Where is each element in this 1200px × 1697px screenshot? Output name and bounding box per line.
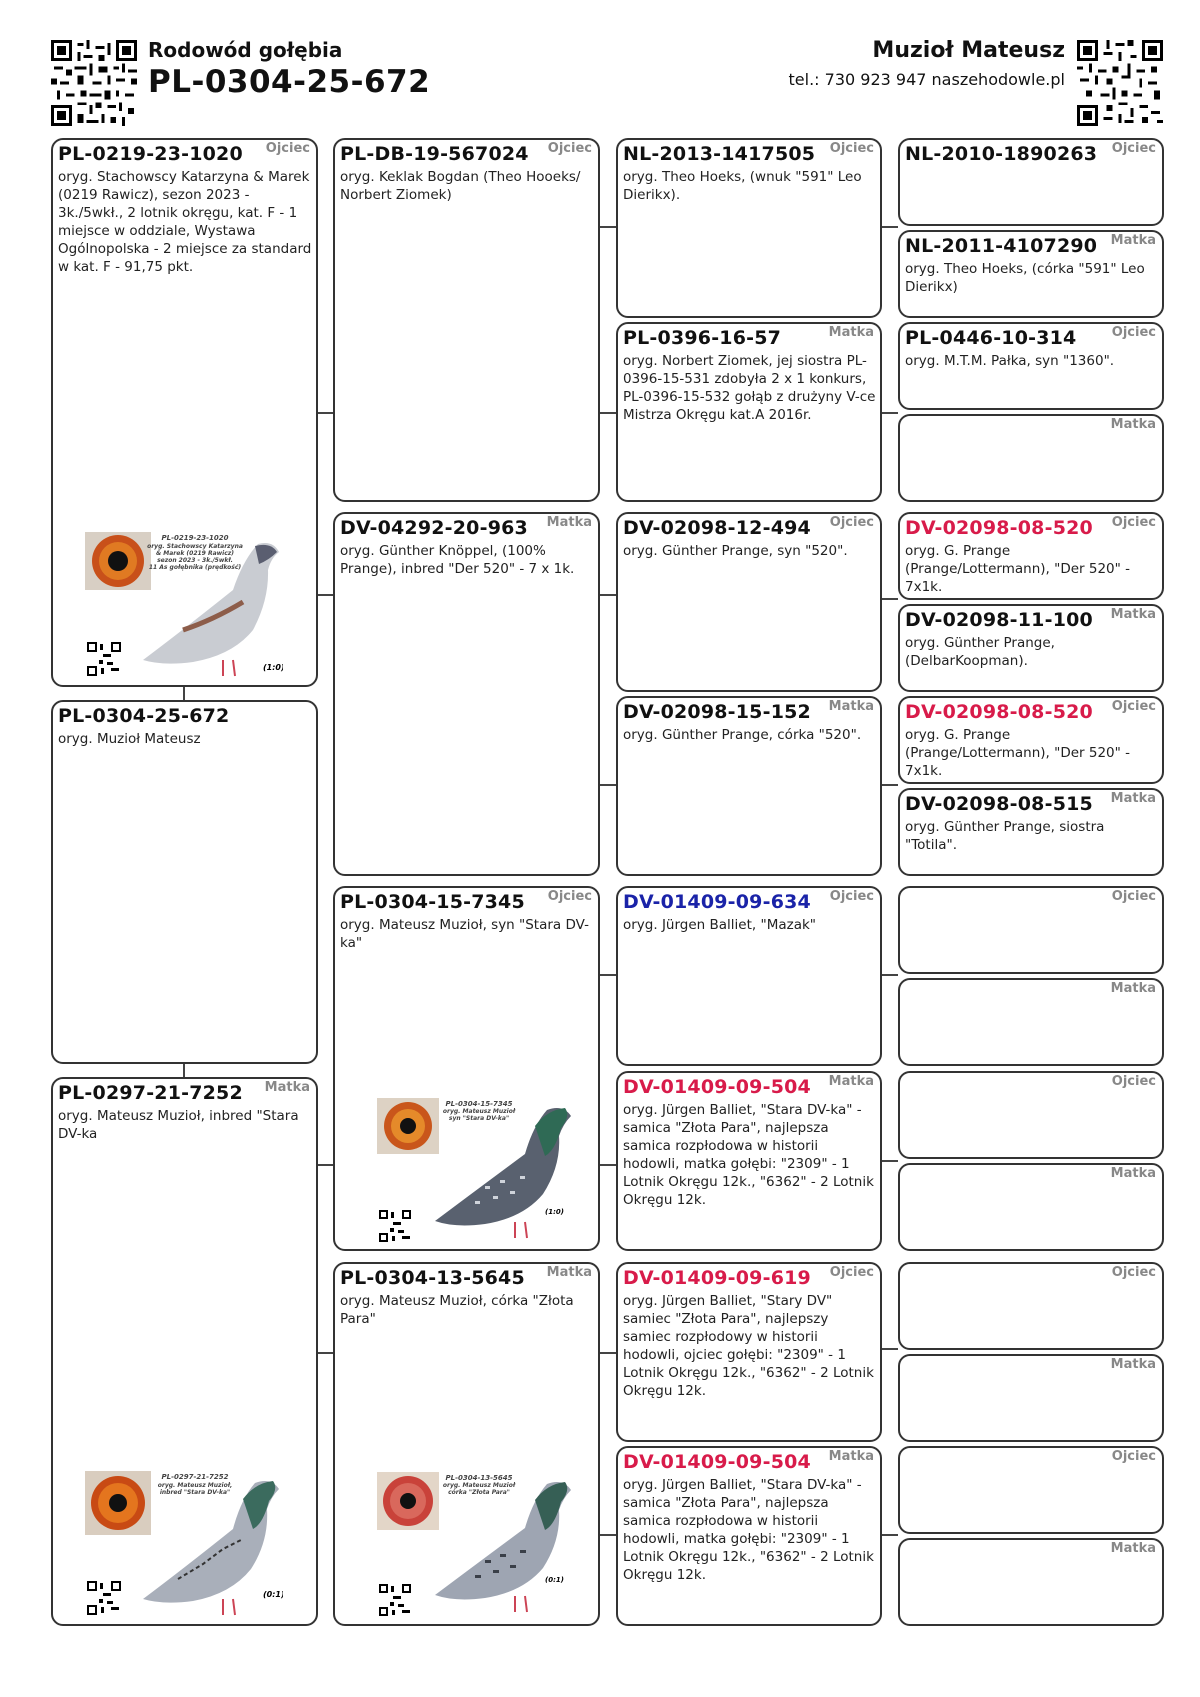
connector-line (880, 1348, 898, 1350)
photo-caption-line: oryg. Mateusz Muzioł, (157, 1482, 233, 1489)
connector-line (598, 974, 616, 976)
pedigree-description: oryg. Mateusz Muzioł, syn "Stara DV-ka" (340, 917, 589, 951)
ring-number: DV-02098-11-100 (905, 609, 1093, 631)
pedigree-description: oryg. Jürgen Balliet, "Mazak" (623, 917, 817, 933)
ring-number: DV-04292-20-963 (340, 517, 528, 539)
pigeon-card-mffm[interactable] (898, 978, 1164, 1066)
pigeon-card-mmfm[interactable] (898, 1354, 1164, 1442)
sex-label: Ojciec (265, 141, 310, 156)
ring-number: DV-01409-09-634 (623, 891, 811, 913)
connector-line (880, 784, 898, 786)
sex-label: Matka (1110, 981, 1156, 996)
pigeon-card-father[interactable] (51, 138, 318, 687)
pigeon-card-mmmm[interactable] (898, 1538, 1164, 1626)
connector-line (598, 1164, 616, 1166)
photo-caption: PL-0304-15-7345 (445, 1100, 513, 1108)
pedigree-description: oryg. G. Prange (Prange/Lottermann), "Der 520" - 7x1k. (905, 543, 1130, 595)
sex-label: Matka (1110, 791, 1156, 806)
ring-number: DV-01409-09-504 (623, 1076, 811, 1098)
photo-caption-line: inbred "Stara DV-ka" (159, 1489, 231, 1496)
pigeon-photo (375, 1470, 575, 1620)
pedigree-description: oryg. G. Prange (Prange/Lottermann), "Der 520" - 7x1k. (905, 727, 1130, 779)
pigeon-card-fff[interactable] (616, 138, 882, 318)
pigeon-card-mfmf[interactable] (898, 1071, 1164, 1159)
ring-number: DV-02098-08-515 (905, 793, 1093, 815)
sex-label: Ojciec (547, 889, 592, 904)
pigeon-card-mmff[interactable] (898, 1262, 1164, 1350)
sex-label: Ojciec (1111, 141, 1156, 156)
sex-label: Matka (546, 515, 592, 530)
pedigree-description: oryg. Günther Prange, siostra "Totila". (905, 819, 1105, 853)
sex-label: Matka (1110, 1541, 1156, 1556)
connector-line (598, 784, 616, 786)
pedigree-description: oryg. Günther Prange, (DelbarKoopman). (905, 635, 1055, 669)
pigeon-card-ffmm[interactable] (898, 414, 1164, 502)
connector-line (880, 412, 898, 414)
pedigree-description: oryg. Günther Prange, córka "520". (623, 727, 862, 743)
sex-label: Ojciec (1111, 325, 1156, 340)
pedigree-description: oryg. Jürgen Balliet, "Stara DV-ka" - samica "Złota Para", najlepsza samica rozpłodowa w historii hodowli, matka gołębi: "2309" - 1 Lotnik Okręgu 12k., "6362" - 2 Lotnik Okręgu 12k. (623, 1477, 874, 1583)
sex-label: Matka (1110, 417, 1156, 432)
connector-line (183, 686, 185, 700)
ring-number: DV-02098-15-152 (623, 701, 811, 723)
ring-number: DV-01409-09-619 (623, 1267, 811, 1289)
ring-number: PL-0304-15-7345 (340, 891, 525, 913)
pedigree-description: oryg. Theo Hoeks, (wnuk "591" Leo Dierikx). (623, 169, 862, 203)
ring-number: DV-02098-08-520 (905, 517, 1093, 539)
sex-label: Matka (264, 1080, 310, 1095)
sex-label: Matka (828, 699, 874, 714)
pigeon-card-mmf[interactable] (616, 1262, 882, 1442)
pigeon-card-mfm[interactable] (616, 1071, 882, 1251)
qr-code-right (1077, 40, 1163, 126)
pigeon-card-ff[interactable] (333, 138, 600, 502)
connector-line (316, 412, 334, 414)
ring-number: NL-2013-1417505 (623, 143, 816, 165)
pedigree-description: oryg. Mateusz Muzioł, córka "Złota Para" (340, 1293, 574, 1327)
sex-label: Matka (828, 325, 874, 340)
pedigree-description: oryg. Günther Knöppel, (100% Prange), inbred "Der 520" - 7 x 1k. (340, 543, 575, 577)
pedigree-description: oryg. Norbert Ziomek, jej siostra PL-0396-15-531 zdobyła 2 x 1 konkurs, PL-0396-15-532 gołąb z drużyny V-ce Mistrza Okręgu kat.A 2016r. (623, 353, 876, 423)
connector-line (880, 974, 898, 976)
sex-label: Ojciec (1111, 1074, 1156, 1089)
sex-label: Matka (546, 1265, 592, 1280)
ring-number: PL-0297-21-7252 (58, 1082, 243, 1104)
connector-line (316, 594, 334, 596)
pigeon-card-main[interactable] (51, 700, 318, 1064)
sex-label: Ojciec (829, 141, 874, 156)
sex-label: Ojciec (1111, 1265, 1156, 1280)
document-title: Rodowód gołębia (148, 38, 343, 62)
pigeon-card-mm[interactable] (333, 1262, 600, 1626)
connector-line (598, 412, 616, 414)
photo-caption: PL-0219-23-1020 (161, 534, 229, 542)
pigeon-card-fmff[interactable] (898, 512, 1164, 600)
photo-caption-line: & Marek (0219 Rawicz) (155, 550, 235, 557)
connector-line (880, 598, 898, 600)
pedigree-description: oryg. Stachowscy Katarzyna & Marek (0219 Rawicz), sezon 2023 - 3k./5wkł., 2 lotnik okręgu, kat. F - 1 miejsce w oddziale, Wystawa Ogólnopolska - 2 miejsce za standard w kat. F - 91,75 pkt. (58, 169, 312, 275)
ring-number: PL-0304-13-5645 (340, 1267, 525, 1289)
connector-line (880, 226, 898, 228)
pigeon-card-mff[interactable] (616, 886, 882, 1066)
ring-number: NL-2011-4107290 (905, 235, 1098, 257)
pedigree-description: oryg. Muzioł Mateusz (58, 731, 201, 747)
photo-caption-line: oryg. Mateusz Muzioł (442, 1108, 516, 1115)
connector-line (598, 1352, 616, 1354)
pigeon-photo (83, 1469, 283, 1619)
connector-line (880, 1534, 898, 1536)
pigeon-card-fmmm[interactable] (898, 788, 1164, 876)
pedigree-description: oryg. Günther Prange, syn "520". (623, 543, 848, 559)
pigeon-card-ffff[interactable] (898, 138, 1164, 226)
pedigree-description: oryg. Theo Hoeks, (córka "591" Leo Dierikx) (905, 261, 1145, 295)
ring-number: PL-0396-16-57 (623, 327, 782, 349)
pigeon-card-mfff[interactable] (898, 886, 1164, 974)
photo-caption-line: syn "Stara DV-ka" (448, 1115, 510, 1122)
connector-line (316, 1352, 334, 1354)
sex-label: Ojciec (1111, 889, 1156, 904)
pigeon-card-fmm[interactable] (616, 696, 882, 876)
sex-label: Matka (828, 1449, 874, 1464)
sex-label: Ojciec (547, 141, 592, 156)
connector-line (316, 1164, 334, 1166)
pigeon-photo (375, 1096, 575, 1246)
pigeon-card-fmf[interactable] (616, 512, 882, 692)
main-ring-number: PL-0304-25-672 (148, 64, 431, 100)
photo-caption-line: oryg. Stachowscy Katarzyna (147, 543, 243, 550)
photo-caption-line: sezon 2023 - 3k./5wkł. (157, 557, 233, 564)
pigeon-card-fm[interactable] (333, 512, 600, 876)
photo-score: (0:1) (545, 1576, 564, 1584)
pigeon-card-mfmm[interactable] (898, 1163, 1164, 1251)
pedigree-description: oryg. Keklak Bogdan (Theo Hooeks/ Norbert Ziomek) (340, 169, 581, 203)
sex-label: Ojciec (1111, 1449, 1156, 1464)
ring-number: NL-2010-1890263 (905, 143, 1098, 165)
photo-caption: PL-0304-13-5645 (445, 1474, 513, 1482)
qr-code-left (51, 40, 137, 126)
pedigree-description: oryg. M.T.M. Pałka, syn "1360". (905, 353, 1115, 369)
connector-line (598, 226, 616, 228)
pedigree-description: oryg. Mateusz Muzioł, inbred "Stara DV-ka (58, 1108, 299, 1142)
ring-number: PL-0219-23-1020 (58, 143, 243, 165)
pigeon-card-mother[interactable] (51, 1077, 318, 1626)
ring-number: DV-02098-12-494 (623, 517, 811, 539)
sex-label: Ojciec (1111, 515, 1156, 530)
sex-label: Ojciec (829, 515, 874, 530)
ring-number: PL-DB-19-567024 (340, 143, 529, 165)
ring-number: DV-02098-08-520 (905, 701, 1093, 723)
pigeon-card-fmfm[interactable] (898, 604, 1164, 692)
connector-line (183, 1063, 185, 1077)
ring-number: DV-01409-09-504 (623, 1451, 811, 1473)
sex-label: Ojciec (829, 1265, 874, 1280)
pigeon-card-ffmf[interactable] (898, 322, 1164, 410)
pigeon-card-mmm[interactable] (616, 1446, 882, 1626)
pigeon-card-mf[interactable] (333, 886, 600, 1251)
sex-label: Ojciec (829, 889, 874, 904)
sex-label: Matka (1110, 1357, 1156, 1372)
pigeon-card-fmmf[interactable] (898, 696, 1164, 784)
sex-label: Matka (1110, 607, 1156, 622)
connector-line (598, 594, 616, 596)
ring-number: PL-0446-10-314 (905, 327, 1077, 349)
photo-caption-line: oryg. Mateusz Muzioł (442, 1482, 516, 1489)
photo-score: (1:0) (263, 663, 283, 672)
photo-caption-line: 11 As gołębnika (prędkość) (148, 564, 242, 571)
connector-line (880, 1160, 898, 1162)
photo-caption-line: córka "Złota Para" (448, 1489, 510, 1496)
sex-label: Matka (1110, 1166, 1156, 1181)
sex-label: Ojciec (1111, 699, 1156, 714)
pigeon-card-ffm[interactable] (616, 322, 882, 502)
owner-name: Muzioł Mateusz (872, 38, 1065, 63)
owner-contact: tel.: 730 923 947 naszehodowle.pl (788, 70, 1065, 89)
pedigree-description: oryg. Jürgen Balliet, "Stara DV-ka" - samica "Złota Para", najlepsza samica rozpłodowa w historii hodowli, matka gołębi: "2309" - 1 Lotnik Okręgu 12k., "6362" - 2 Lotnik Okręgu 12k. (623, 1102, 874, 1208)
ring-number: PL-0304-25-672 (58, 705, 230, 727)
pigeon-card-fffm[interactable] (898, 230, 1164, 318)
connector-line (598, 1534, 616, 1536)
pedigree-description: oryg. Jürgen Balliet, "Stary DV" samiec "Złota Para", najlepszy samiec rozpłodowy w historii hodowli, ojciec gołębi: "2309" - 1 Lotnik Okręgu 12k., "6362" - 2 Lotnik Okręgu 12k. (623, 1293, 874, 1399)
sex-label: Matka (828, 1074, 874, 1089)
photo-score: (0:1) (263, 1590, 283, 1599)
pigeon-card-mmmf[interactable] (898, 1446, 1164, 1534)
pigeon-photo (83, 530, 283, 680)
sex-label: Matka (1110, 233, 1156, 248)
photo-score: (1:0) (545, 1208, 564, 1216)
photo-caption: PL-0297-21-7252 (161, 1473, 229, 1481)
